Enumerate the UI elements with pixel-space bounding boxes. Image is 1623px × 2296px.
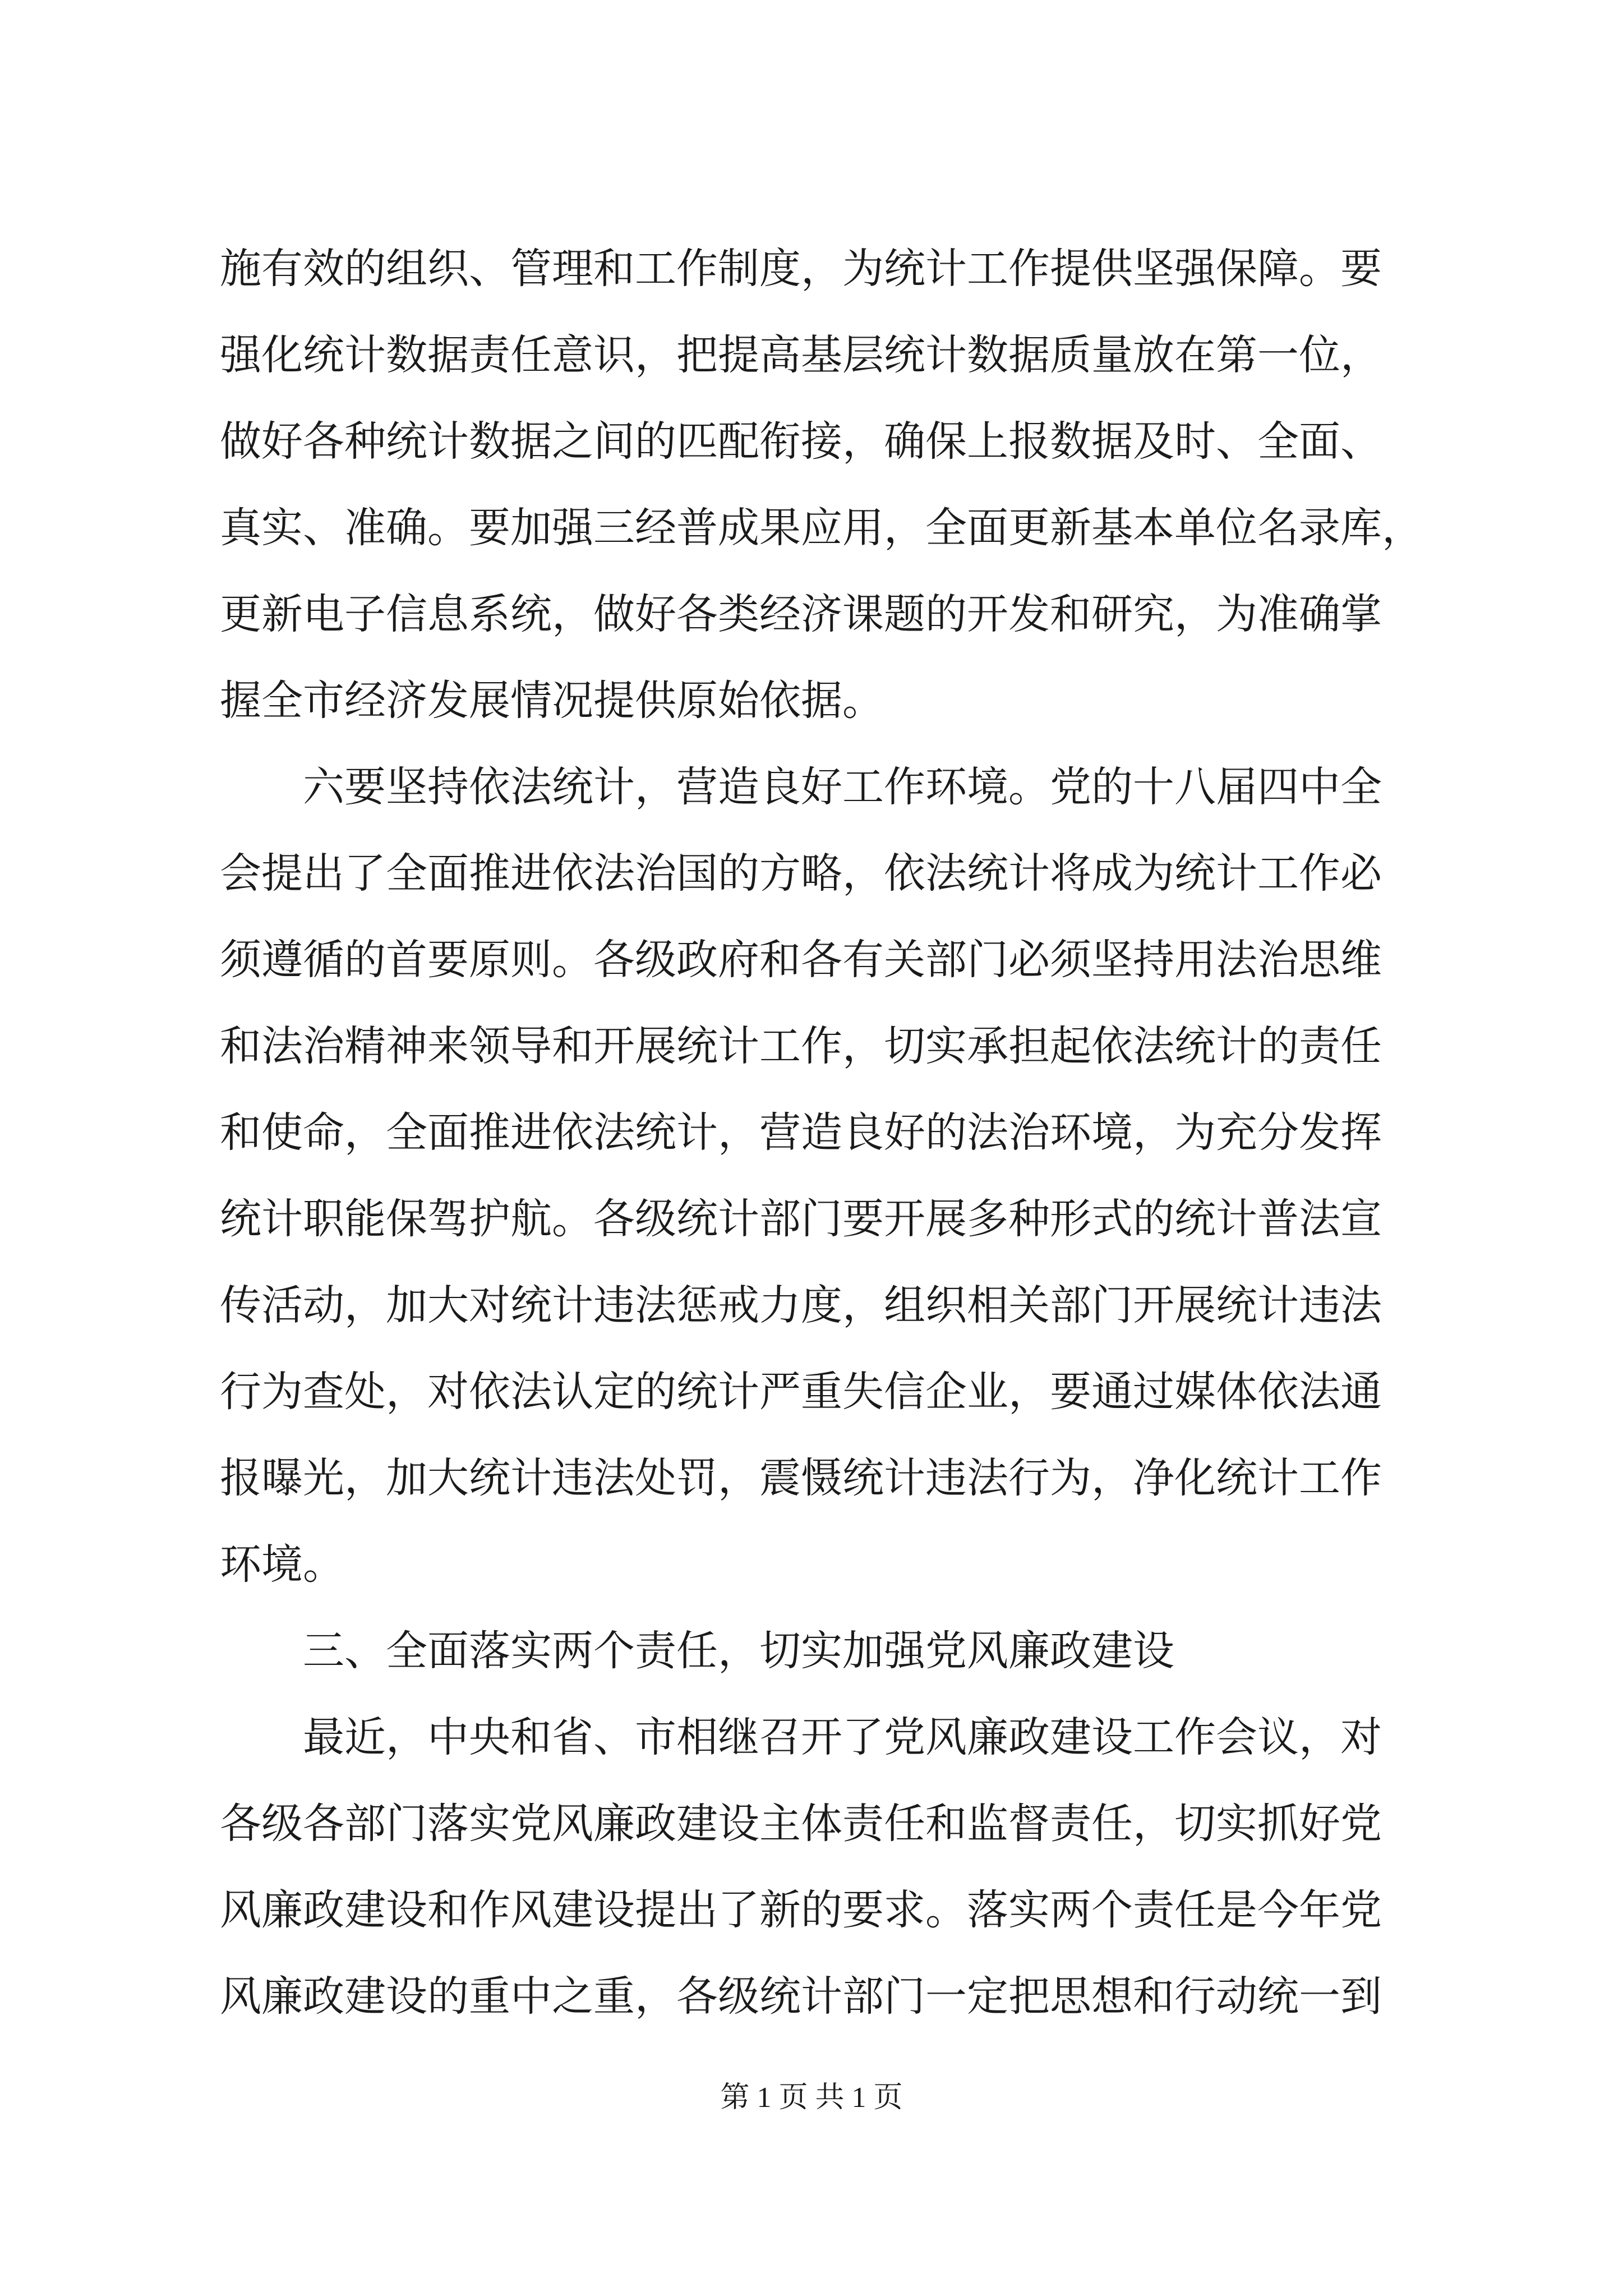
text-line: 更新电子信息系统，做好各类经济课题的开发和研究，为准确掌 [220, 590, 1382, 638]
text-line: 和法治精神来领导和开展统计工作，切实承担起依法统计的责任 [220, 1022, 1382, 1070]
text-line: 行为查处，对依法认定的统计严重失信企业，要通过媒体依法通 [220, 1368, 1382, 1416]
text-line: 施有效的组织、管理和工作制度，为统计工作提供坚强保障。要 [220, 245, 1382, 293]
text-line: 和使命，全面推进依法统计，营造良好的法治环境，为充分发挥 [220, 1108, 1382, 1157]
text-line: 强化统计数据责任意识，把提高基层统计数据质量放在第一位， [220, 331, 1382, 379]
paragraph-first-line: 最近，中央和省、市相继召开了党风廉政建设工作会议，对 [303, 1713, 1382, 1761]
text-line: 风廉政建设的重中之重，各级统计部门一定把思想和行动统一到 [220, 1972, 1382, 2021]
text-line: 统计职能保驾护航。各级统计部门要开展多种形式的统计普法宣 [220, 1195, 1382, 1243]
text-line: 握全市经济发展情况提供原始依据。 [220, 677, 884, 725]
page-number-label: 第 1 页 共 1 页 [720, 2082, 903, 2114]
text-line: 传活动，加大对统计违法惩戒力度，组织相关部门开展统计违法 [220, 1281, 1382, 1329]
text-line: 会提出了全面推进依法治国的方略，依法统计将成为统计工作必 [220, 849, 1382, 898]
text-line: 各级各部门落实党风廉政建设主体责任和监督责任，切实抓好党 [220, 1800, 1382, 1848]
text-line: 风廉政建设和作风建设提出了新的要求。落实两个责任是今年党 [220, 1886, 1382, 1934]
section-heading: 三、全面落实两个责任，切实加强党风廉政建设 [303, 1627, 1174, 1675]
page-footer [0, 2076, 1623, 2120]
text-line: 真实、准确。要加强三经普成果应用，全面更新基本单位名录库， [220, 504, 1423, 552]
text-line: 报曝光，加大统计违法处罚，震慑统计违法行为，净化统计工作 [220, 1454, 1382, 1502]
text-line: 须遵循的首要原则。各级政府和各有关部门必须坚持用法治思维 [220, 936, 1382, 984]
document-body [220, 226, 1437, 2040]
paragraph-first-line: 六要坚持依法统计，营造良好工作环境。党的十八届四中全 [303, 763, 1382, 811]
text-line: 环境。 [220, 1540, 344, 1589]
text-line: 做好各种统计数据之间的匹配衔接，确保上报数据及时、全面、 [220, 417, 1382, 466]
